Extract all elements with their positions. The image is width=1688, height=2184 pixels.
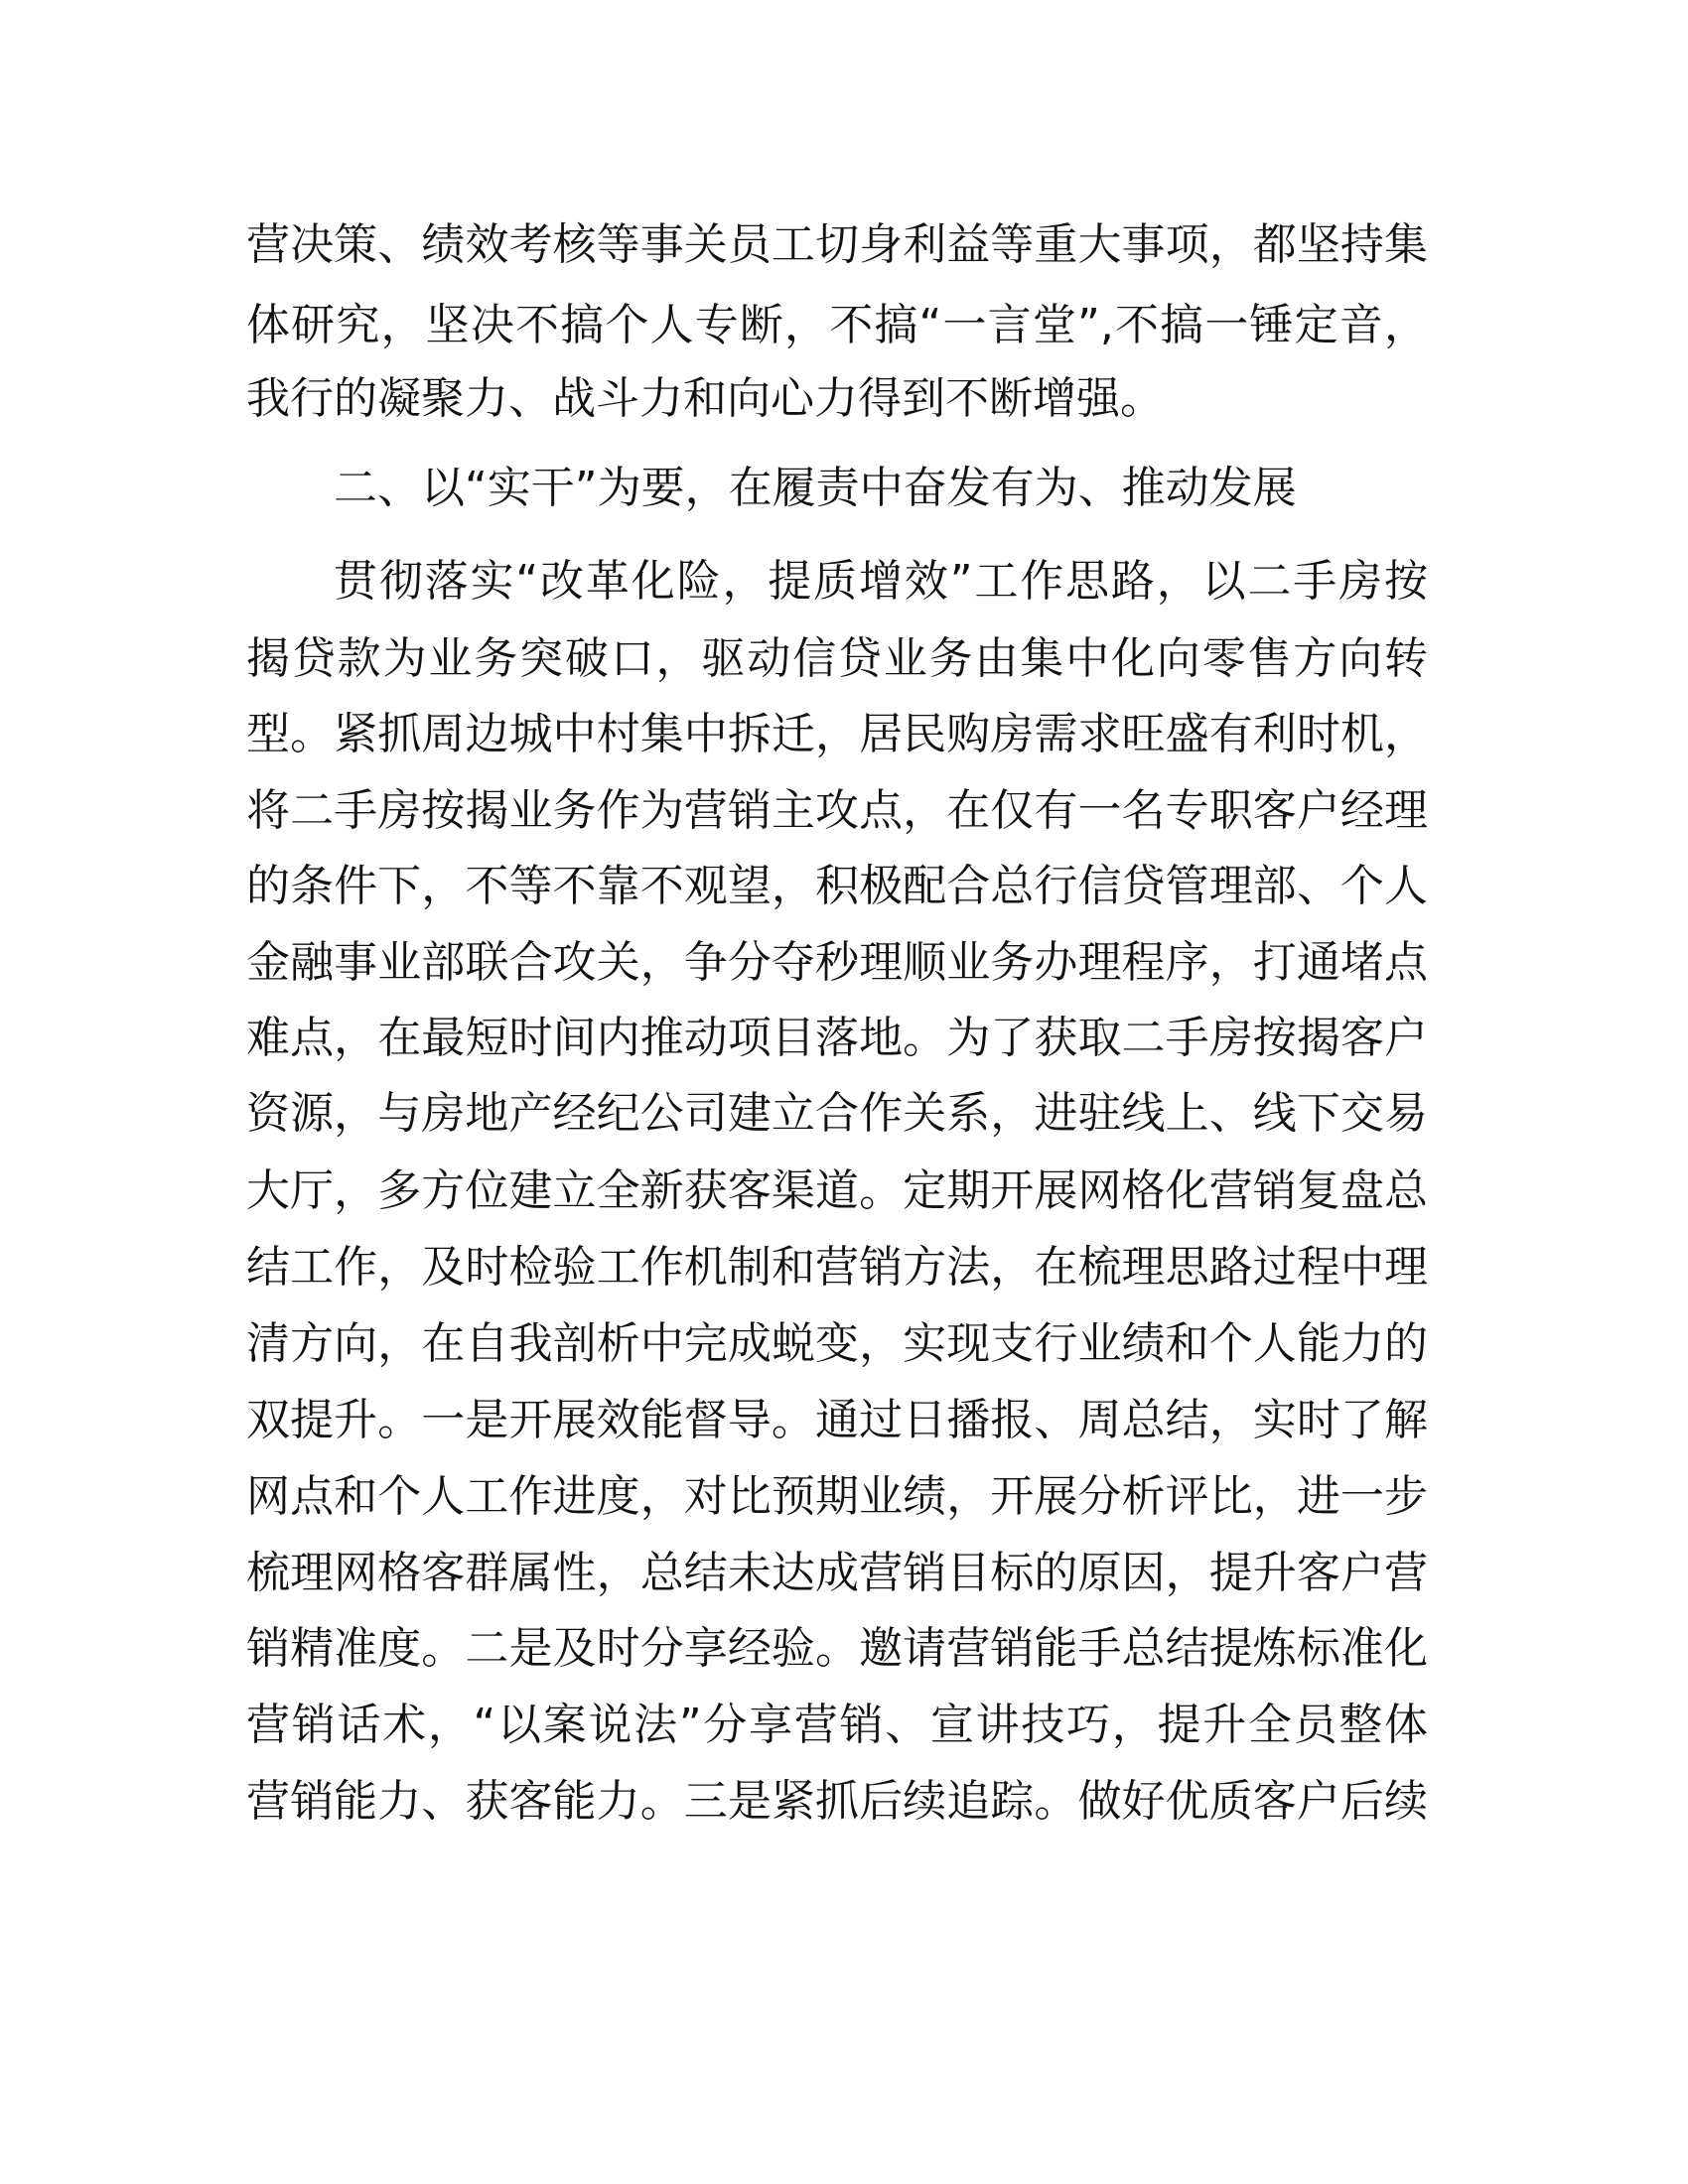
paragraph-line: 将二手房按揭业务作为营销主攻点，在仅有一名专职客户经理 <box>246 785 1428 836</box>
paragraph-line: 我行的凝聚力、战斗力和向心力得到不断增强。 <box>246 373 1164 424</box>
paragraph-line: 揭贷款为业务突破口，驱动信贷业务由集中化向零售方向转 <box>246 633 1428 684</box>
paragraph-line: 型。紧抓周边城中村集中拆迁，居民购房需求旺盛有利时机， <box>246 709 1428 759</box>
paragraph-line: 资源，与房地产经纪公司建立合作关系，进驻线上、线下交易 <box>246 1088 1428 1139</box>
paragraph-line: 的条件下，不等不靠不观望，积极配合总行信贷管理部、个人 <box>246 861 1428 911</box>
paragraph-line: 难点，在最短时间内推动项目落地。为了获取二手房按揭客户 <box>246 1013 1428 1063</box>
paragraph-line: 结工作，及时检验工作机制和营销方法，在梳理思路过程中理 <box>246 1242 1428 1293</box>
paragraph-line: 清方向，在自我剖析中完成蜕变，实现支行业绩和个人能力的 <box>246 1318 1428 1369</box>
paragraph-line: 梳理网格客群属性，总结未达成营销目标的原因，提升客户营 <box>246 1548 1428 1598</box>
paragraph-line: 营销话术，“以案说法”分享营销、宣讲技巧，提升全员整体 <box>246 1700 1428 1750</box>
paragraph-line: 大厅，多方位建立全新获客渠道。定期开展网格化营销复盘总 <box>246 1165 1428 1216</box>
paragraph-line: 金融事业部联合攻关，争分夺秒理顺业务办理程序，打通堵点 <box>246 937 1428 988</box>
paragraph-line: 营决策、绩效考核等事关员工切身利益等重大事项，都坚持集 <box>246 219 1428 270</box>
paragraph-line: 贯彻落实“改革化险，提质增效”工作思路，以二手房按 <box>334 556 1428 607</box>
paragraph-line: 网点和个人工作进度，对比预期业绩，开展分析评比，进一步 <box>246 1471 1428 1522</box>
paragraph-line: 销精准度。二是及时分享经验。邀请营销能手总结提炼标准化 <box>246 1623 1428 1674</box>
paragraph-line: 双提升。一是开展效能督导。通过日播报、周总结，实时了解 <box>246 1395 1428 1445</box>
section-heading: 二、以“实干”为要，在履责中奋发有为、推动发展 <box>334 463 1297 513</box>
paragraph-line: 体研究，坚决不搞个人专断，不搞“一言堂”,不搞一锤定音， <box>246 300 1428 350</box>
paragraph-line: 营销能力、获客能力。三是紧抓后续追踪。做好优质客户后续 <box>246 1776 1428 1827</box>
